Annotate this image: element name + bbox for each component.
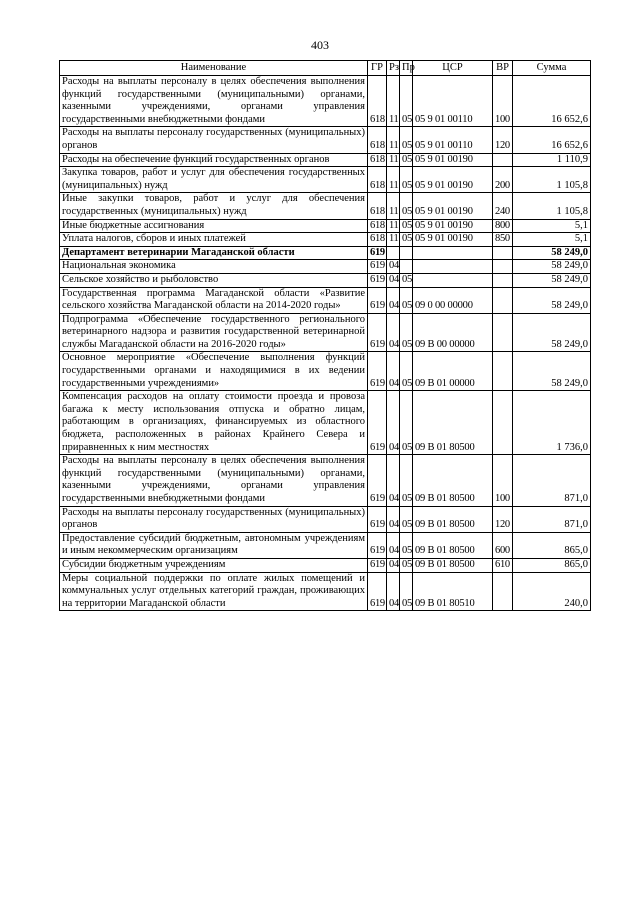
cell-sum: 58 249,0 (513, 313, 591, 352)
table-header-row (60, 61, 591, 76)
cell-sum: 5,1 (513, 219, 591, 233)
header-sum: Сумма (513, 61, 591, 76)
cell-rz: 04 (387, 532, 400, 558)
cell-name: Иные бюджетные ассигнования (60, 219, 368, 233)
cell-name: Подпрограмма «Обеспечение государственного регионального ветеринарного надзора и развития государственной ветеринарной службы Магаданской области на 2016-2020 годы» (60, 313, 368, 352)
table-row (60, 558, 591, 572)
cell-rz: 11 (387, 233, 400, 247)
cell-vr: 120 (493, 506, 513, 532)
cell-name: Основное мероприятие «Обеспечение выполнения функций государственными органами и находящимися в их ведении государственными учреждениями» (60, 352, 368, 391)
cell-vr: 600 (493, 532, 513, 558)
cell-csr (413, 246, 493, 260)
cell-pr: 05 (400, 455, 413, 506)
cell-gr: 619 (368, 273, 387, 287)
cell-name: Уплата налогов, сборов и иных платежей (60, 233, 368, 247)
cell-pr: 05 (400, 127, 413, 153)
cell-rz (387, 246, 400, 260)
cell-pr: 05 (400, 572, 413, 611)
cell-rz: 11 (387, 167, 400, 193)
cell-vr: 100 (493, 455, 513, 506)
table-row (60, 153, 591, 167)
cell-csr: 09 В 00 00000 (413, 313, 493, 352)
cell-gr: 618 (368, 233, 387, 247)
cell-gr: 619 (368, 572, 387, 611)
cell-pr: 05 (400, 313, 413, 352)
cell-name: Сельское хозяйство и рыболовство (60, 273, 368, 287)
cell-vr: 200 (493, 167, 513, 193)
table-row (60, 193, 591, 219)
cell-name: Расходы на выплаты персоналу в целях обеспечения выполнения функций государственными (муниципальными) органами, казенными учреждениями, органами управления государственными внебюджетными фондами (60, 76, 368, 127)
cell-rz: 04 (387, 313, 400, 352)
cell-csr: 05 9 01 00110 (413, 127, 493, 153)
cell-gr: 619 (368, 287, 387, 313)
header-name: Наименование (60, 61, 368, 76)
cell-vr: 800 (493, 219, 513, 233)
cell-rz: 11 (387, 127, 400, 153)
cell-gr: 618 (368, 153, 387, 167)
cell-csr: 05 9 01 00110 (413, 76, 493, 127)
cell-csr: 09 В 01 00000 (413, 352, 493, 391)
cell-vr: 100 (493, 76, 513, 127)
cell-rz: 04 (387, 558, 400, 572)
cell-vr (493, 153, 513, 167)
cell-rz: 04 (387, 506, 400, 532)
cell-pr: 05 (400, 167, 413, 193)
cell-pr: 05 (400, 352, 413, 391)
cell-csr: 05 9 01 00190 (413, 219, 493, 233)
cell-rz: 04 (387, 572, 400, 611)
cell-vr: 120 (493, 127, 513, 153)
cell-gr: 618 (368, 127, 387, 153)
cell-name: Предоставление субсидий бюджетным, автономным учреждениям и иным некоммерческим организациям (60, 532, 368, 558)
cell-csr: 09 В 01 80500 (413, 506, 493, 532)
table-row (60, 127, 591, 153)
table-row (60, 352, 591, 391)
cell-vr: 850 (493, 233, 513, 247)
cell-vr (493, 246, 513, 260)
header-gr: ГР (368, 61, 387, 76)
cell-sum: 16 652,6 (513, 127, 591, 153)
cell-pr: 05 (400, 532, 413, 558)
cell-csr (413, 260, 493, 274)
cell-name: Закупка товаров, работ и услуг для обеспечения государственных (муниципальных) нужд (60, 167, 368, 193)
cell-sum: 865,0 (513, 558, 591, 572)
cell-csr: 09 В 01 80510 (413, 572, 493, 611)
cell-rz: 11 (387, 193, 400, 219)
table-row (60, 506, 591, 532)
cell-gr: 619 (368, 455, 387, 506)
cell-sum: 5,1 (513, 233, 591, 247)
cell-rz: 04 (387, 273, 400, 287)
table-row (60, 246, 591, 260)
cell-gr: 619 (368, 532, 387, 558)
cell-gr: 618 (368, 167, 387, 193)
cell-sum: 1 105,8 (513, 193, 591, 219)
cell-sum: 1 736,0 (513, 391, 591, 455)
cell-sum: 58 249,0 (513, 246, 591, 260)
cell-name: Расходы на выплаты персоналу государственных (муниципальных) органов (60, 127, 368, 153)
cell-vr: 240 (493, 193, 513, 219)
cell-vr (493, 287, 513, 313)
cell-sum: 58 249,0 (513, 260, 591, 274)
cell-csr (413, 273, 493, 287)
page-number: 403 (311, 38, 329, 52)
cell-gr: 619 (368, 558, 387, 572)
table-row (60, 233, 591, 247)
table-row (60, 287, 591, 313)
cell-name: Компенсация расходов на оплату стоимости проезда и провоза багажа к месту использования отпуска и обратно лицам, работающим в организациях, финансируемых из областного бюджета, расположенных в районах Крайнего Севера и приравненных к ним местностях (60, 391, 368, 455)
cell-rz: 04 (387, 260, 400, 274)
cell-gr: 619 (368, 313, 387, 352)
cell-name: Расходы на выплаты персоналу государственных (муниципальных) органов (60, 506, 368, 532)
cell-sum: 58 249,0 (513, 273, 591, 287)
table-row (60, 313, 591, 352)
cell-csr: 09 В 01 80500 (413, 558, 493, 572)
cell-sum: 240,0 (513, 572, 591, 611)
header-csr: ЦСР (413, 61, 493, 76)
cell-pr: 05 (400, 76, 413, 127)
table-row (60, 167, 591, 193)
table-row (60, 455, 591, 506)
cell-rz: 04 (387, 352, 400, 391)
cell-sum: 1 110,9 (513, 153, 591, 167)
cell-pr (400, 246, 413, 260)
cell-vr (493, 572, 513, 611)
cell-gr: 619 (368, 391, 387, 455)
cell-name: Расходы на выплаты персоналу в целях обеспечения выполнения функций государственными (муниципальными) органами, казенными учреждениями, органами управления государственными внебюджетными фондами (60, 455, 368, 506)
cell-csr: 05 9 01 00190 (413, 193, 493, 219)
cell-name: Государственная программа Магаданской области «Развитие сельского хозяйства Магаданской области на 2014-2020 годы» (60, 287, 368, 313)
cell-name: Расходы на обеспечение функций государственных органов (60, 153, 368, 167)
table-row (60, 76, 591, 127)
cell-gr: 619 (368, 260, 387, 274)
cell-sum: 1 105,8 (513, 167, 591, 193)
cell-csr: 05 9 01 00190 (413, 233, 493, 247)
cell-gr: 619 (368, 506, 387, 532)
cell-vr: 610 (493, 558, 513, 572)
cell-rz: 11 (387, 76, 400, 127)
cell-rz: 04 (387, 391, 400, 455)
cell-gr: 619 (368, 352, 387, 391)
cell-pr: 05 (400, 273, 413, 287)
cell-pr: 05 (400, 287, 413, 313)
cell-vr (493, 273, 513, 287)
cell-gr: 618 (368, 193, 387, 219)
table-row (60, 391, 591, 455)
cell-pr: 05 (400, 219, 413, 233)
cell-sum: 871,0 (513, 455, 591, 506)
cell-pr: 05 (400, 233, 413, 247)
cell-sum: 58 249,0 (513, 287, 591, 313)
cell-gr: 619 (368, 246, 387, 260)
cell-vr (493, 352, 513, 391)
cell-sum: 16 652,6 (513, 76, 591, 127)
table-row (60, 260, 591, 274)
header-pr: Пр (400, 61, 413, 76)
cell-vr (493, 260, 513, 274)
cell-name: Меры социальной поддержки по оплате жилых помещений и коммунальных услуг отдельных категорий граждан, проживающих на территории Магаданской области (60, 572, 368, 611)
table-row (60, 532, 591, 558)
cell-vr (493, 313, 513, 352)
cell-pr: 05 (400, 193, 413, 219)
budget-table (59, 60, 591, 611)
cell-csr: 05 9 01 00190 (413, 167, 493, 193)
cell-pr: 05 (400, 558, 413, 572)
table-row (60, 273, 591, 287)
cell-name: Департамент ветеринарии Магаданской области (60, 246, 368, 260)
cell-gr: 618 (368, 219, 387, 233)
cell-vr (493, 391, 513, 455)
cell-name: Субсидии бюджетным учреждениям (60, 558, 368, 572)
cell-csr: 09 В 01 80500 (413, 455, 493, 506)
cell-name: Иные закупки товаров, работ и услуг для обеспечения государственных (муниципальных) нужд (60, 193, 368, 219)
cell-pr: 05 (400, 153, 413, 167)
header-rz: Рз (387, 61, 400, 76)
cell-sum: 58 249,0 (513, 352, 591, 391)
header-vr: ВР (493, 61, 513, 76)
cell-rz: 11 (387, 219, 400, 233)
cell-pr: 05 (400, 506, 413, 532)
cell-gr: 618 (368, 76, 387, 127)
cell-pr: 05 (400, 391, 413, 455)
cell-name: Национальная экономика (60, 260, 368, 274)
cell-csr: 05 9 01 00190 (413, 153, 493, 167)
cell-csr: 09 В 01 80500 (413, 532, 493, 558)
cell-pr (400, 260, 413, 274)
cell-csr: 09 0 00 00000 (413, 287, 493, 313)
cell-csr: 09 В 01 80500 (413, 391, 493, 455)
table-row (60, 572, 591, 611)
cell-sum: 865,0 (513, 532, 591, 558)
table-row (60, 219, 591, 233)
cell-rz: 11 (387, 153, 400, 167)
cell-rz: 04 (387, 455, 400, 506)
cell-sum: 871,0 (513, 506, 591, 532)
cell-rz: 04 (387, 287, 400, 313)
